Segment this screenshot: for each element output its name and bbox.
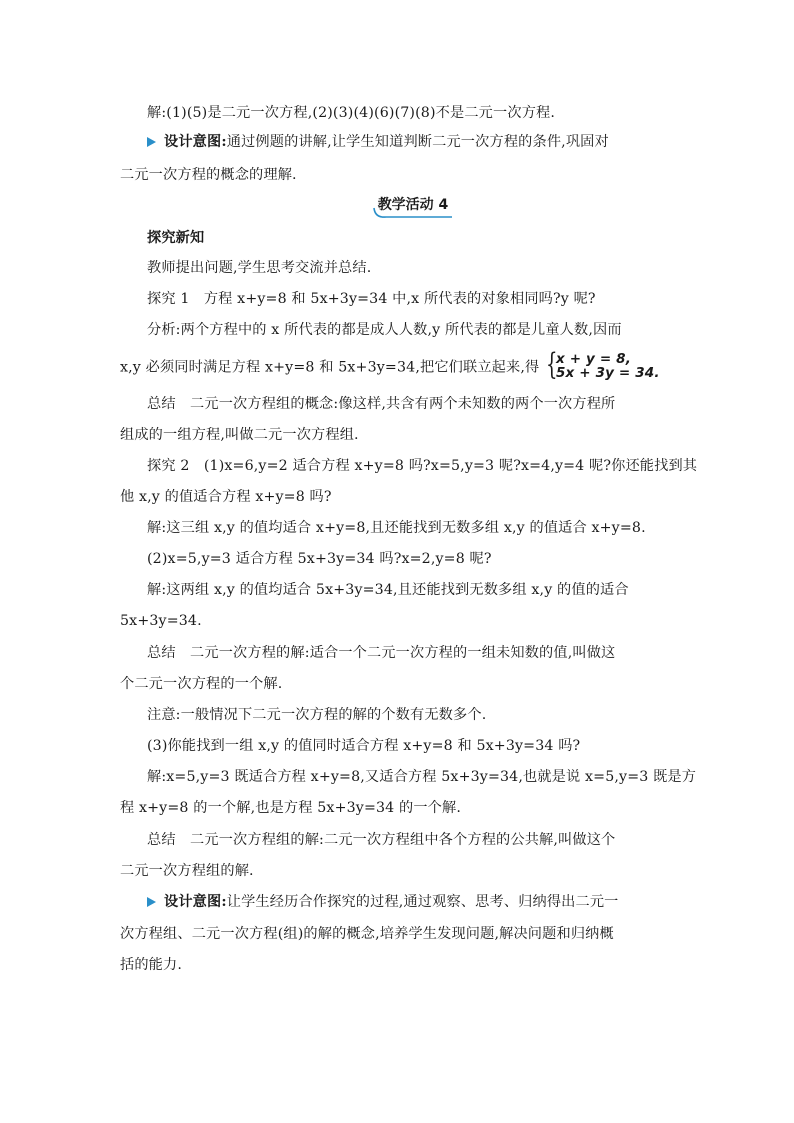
activity-title: 教学活动 4 [377,197,449,213]
summary-1a: 总结 二元一次方程组的概念:像这样,共含有两个未知数的两个一次方程所 [147,396,616,412]
design-intent-2-cont1: 次方程组、二元一次方程(组)的解的概念,培养学生发现问题,解决问题和归纳概 [120,926,614,942]
summary-3a: 总结 二元一次方程组的解:二元一次方程组中各个方程的公共解,叫做这个 [147,832,616,848]
solution-4a: 解:x=5,y=3 既适合方程 x+y=8,又适合方程 5x+3y=34,也就是说 x=5,y=3 既是方 [147,769,697,785]
analysis-line-1: 分析:两个方程中的 x 所代表的都是成人人数,y 所代表的都是儿童人数,因而 [147,322,622,338]
system-equation-2: 5x + 3y = 34. [556,365,660,381]
summary-3b: 二元一次方程组的解. [120,863,254,879]
system-equation-1: x + y = 8, [556,351,631,367]
solution-2: 解:这三组 x,y 的值均适合 x+y=8,且还能找到无数多组 x,y 的值适合 x+y=8. [147,520,646,536]
design-intent-text: 通过例题的讲解,让学生知道判断二元一次方程的条件,巩固对 [226,134,609,150]
summary-2a: 总结 二元一次方程的解:适合一个二元一次方程的一组未知数的值,叫做这 [147,645,616,661]
solution-4b: 程 x+y=8 的一个解,也是方程 5x+3y=34 的一个解. [120,800,462,816]
summary-1b: 组成的一组方程,叫做二元一次方程组. [120,427,359,443]
play-triangle-icon [147,137,156,147]
question-3: (3)你能找到一组 x,y 的值同时适合方程 x+y=8 和 5x+3y=34 吗? [147,738,581,754]
brace-icon: { [546,347,558,382]
solution-3b: 5x+3y=34. [120,613,202,629]
design-intent-2-cont2: 括的能力. [120,957,183,973]
design-intent-label: 设计意图: [164,134,227,150]
solution-3a: 解:这两组 x,y 的值均适合 5x+3y=34,且还能找到无数多组 x,y 的值的适合 [147,582,629,598]
equation-system [546,347,660,383]
note-line: 注意:一般情况下二元一次方程的解的个数有无数多个. [147,707,487,723]
question-2: (2)x=5,y=3 适合方程 5x+3y=34 吗?x=2,y=8 呢? [147,551,492,567]
play-triangle-icon [147,897,156,907]
design-intent-label: 设计意图: [164,894,227,910]
explore-2b: 他 x,y 的值适合方程 x+y=8 吗? [120,489,332,505]
design-intent-1-cont: 二元一次方程的概念的理解. [120,167,297,183]
teacher-line: 教师提出问题,学生思考交流并总结. [147,260,372,276]
analysis-line-2 [120,347,676,383]
summary-2b: 个二元一次方程的一个解. [120,676,283,692]
explore-1: 探究 1 方程 x+y=8 和 5x+3y=34 中,x 所代表的对象相同吗?y 呢? [147,291,596,307]
section-title: 探究新知 [147,230,205,246]
design-intent-text: 让学生经历合作探究的过程,通过观察、思考、归纳得出二元一 [226,894,619,910]
explore-2a: 探究 2 (1)x=6,y=2 适合方程 x+y=8 吗?x=5,y=3 呢?x=4,y=4 呢?你还能找到其 [147,458,698,474]
design-intent-1 [147,132,676,152]
analysis-line-2-text: x,y 必须同时满足方程 x+y=8 和 5x+3y=34,把它们联立起来,得 [120,359,540,376]
solution-line-1: 解:(1)(5)是二元一次方程,(2)(3)(4)(6)(7)(8)不是二元一次方程. [147,105,556,121]
design-intent-2 [147,892,676,912]
activity-heading [372,196,454,220]
